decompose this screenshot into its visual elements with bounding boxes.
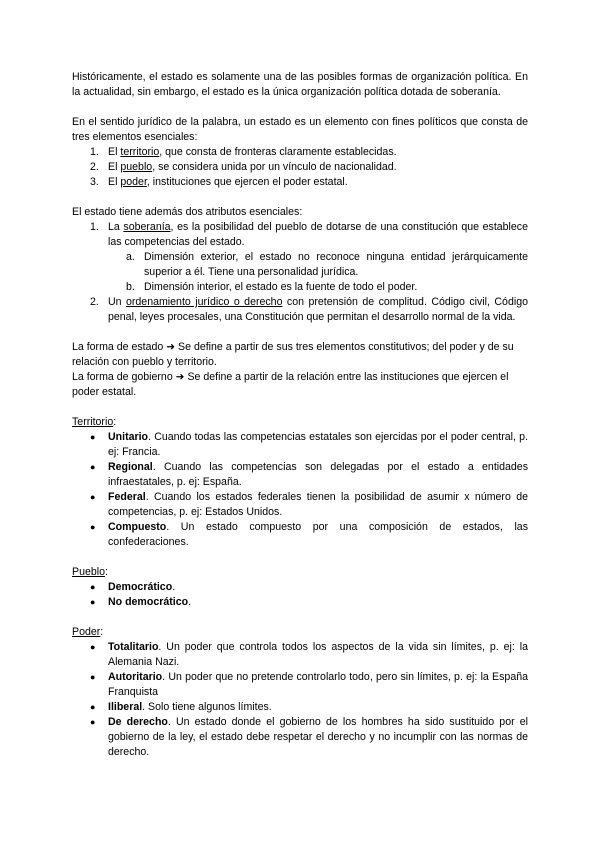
poder-list: [72, 640, 528, 760]
pueblo-list: [72, 580, 528, 610]
list-item: 1. El territorio, que consta de fronteras claramente establecidas.: [90, 146, 397, 158]
sub-item: a. Dimensión exterior, el estado no reconoce ninguna entidad jerárquicamente superior a él. Tiene una personalidad jurídica.: [126, 251, 528, 278]
attributes-intro: El estado tiene además dos atributos esenciales:: [72, 206, 303, 218]
term-pueblo: pueblo: [120, 161, 153, 173]
poder-heading: Poder:: [72, 626, 104, 638]
term-poder: poder: [120, 176, 147, 188]
definition-paragraph: En el sentido jurídico de la palabra, un estado es un elemento con fines políticos que consta de tres elementos esenciales:: [72, 116, 528, 143]
list-item: ● Federal. Cuando los estados federales tienen la posibilidad de asumir x número de competencias, p. ej: Estados Unidos.: [90, 491, 528, 518]
document-page: [72, 70, 528, 760]
forma-estado: La forma de estado ➜ Se define a partir de sus tres elementos constitutivos; del poder y de su relación con pueblo y territorio.: [72, 341, 514, 368]
list-item: ● Democrático.: [90, 581, 176, 593]
list-item: ● De derecho. Un estado donde el gobierno de los hombres ha sido sustituido por el gobierno de la ley, el estado debe respetar el derecho y no incumplir con las normas de derecho.: [90, 716, 529, 758]
list-item: ● Unitario. Cuando todas las competencias estatales son ejercidas por el poder central, p. ej: Francia.: [90, 431, 528, 458]
forma-gobierno: La forma de gobierno ➜ Se define a partir de la relación entre las instituciones que ejercen el poder estatal.: [72, 371, 509, 398]
elements-list: [72, 145, 528, 190]
list-item: ● Regional. Cuando las competencias son delegadas por el estado a entidades infraestatales, p. ej: España.: [90, 461, 528, 488]
sub-list: [108, 250, 528, 295]
list-item: ● Compuesto. Un estado compuesto por una composición de estados, las confederaciones.: [90, 521, 528, 548]
list-item: 2. El pueblo, se considera unida por un vínculo de nacionalidad.: [90, 161, 397, 173]
territorio-list: [72, 430, 528, 550]
list-item: 3. El poder, instituciones que ejercen el poder estatal.: [90, 176, 348, 188]
attributes-list: [72, 220, 528, 325]
list-item: ● No democrático.: [90, 596, 192, 608]
intro-paragraph: Históricamente, el estado es solamente una de las posibles formas de organización política. En la actualidad, sin embargo, el estado es la única organización política dotada de soberanía.: [72, 71, 528, 98]
list-item: ● Autoritario. Un poder que no pretende controlarlo todo, pero sin límites, p. ej: la España Franquista: [90, 671, 528, 698]
term-territorio: territorio: [120, 146, 160, 158]
term-ordenamiento: ordenamiento jurídico o derecho: [126, 296, 283, 308]
sub-item: b. Dimensión interior, el estado es la fuente de todo el poder.: [126, 281, 418, 293]
territorio-heading: Territorio:: [72, 416, 117, 428]
term-soberania: soberanía: [123, 221, 171, 233]
list-item: ● Totalitario. Un poder que controla todos los aspectos de la vida sin límites, p. ej: la Alemania Nazi.: [90, 641, 528, 668]
list-item: 1. La soberanía, es la posibilidad del pueblo de dotarse de una constitución que establece las competencias del estado. a. Dimensión exterior, el estado no reconoce ninguna entidad jerárquicamente superior a él. Tiene una personalidad jurídica. b. Dimensión interior, el estado es la fuente de todo el poder.: [90, 221, 528, 293]
list-item: ● Iliberal. Solo tiene algunos límites.: [90, 701, 272, 713]
pueblo-heading: Pueblo:: [72, 566, 108, 578]
list-item: 2. Un ordenamiento jurídico o derecho con pretensión de complitud. Código civil, Código penal, leyes procesales, una Constitución que permitan el desarrollo normal de la vida.: [90, 296, 528, 323]
